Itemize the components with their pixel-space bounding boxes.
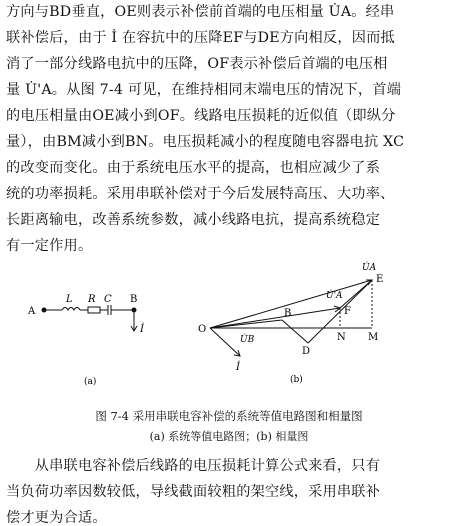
label-b: B	[130, 294, 138, 305]
text-line: 有一定作用。	[6, 238, 93, 254]
label-ub: U̇B	[240, 335, 255, 345]
text-line: 联补偿后，由于 İ 在容抗中的压降EF与DE方向相反，因而抵	[6, 30, 395, 46]
figure-caption: 图 7-4 采用串联电容补偿的系统等值电路图和相量图	[95, 409, 363, 423]
text-line: 量 U̇'A。从图 7-4 可见，在维持相同末端电压的情况下，首端	[6, 82, 402, 98]
text-line: 的改变而变化。由于系统电压水平的提高，也相应减少了系	[6, 160, 381, 176]
label-d: D	[302, 346, 311, 357]
text-line: 方向与BD垂直，OE则表示补偿前首端的电压相量 U̇A。经串	[6, 4, 395, 20]
text-line: 统的功率损耗。采用串联补偿对于今后发展特高压、大功率、	[6, 186, 395, 202]
label-i2: İ	[236, 362, 240, 373]
text-line: 当负荷功率因数较低，导线截面较粗的架空线，采用串联补	[6, 484, 381, 500]
label-i: İ	[140, 324, 144, 335]
label-m: M	[368, 332, 379, 343]
text-line: 量），由BM减小到BN。电压损耗减小的程度随电容器电抗 XC	[6, 134, 405, 150]
text-line: 长距离输电，改善系统参数，减小线路电抗，提高系统稳定	[6, 212, 381, 228]
label-b2: B	[284, 308, 292, 319]
circuit-diagram	[42, 305, 137, 331]
label-r: R	[88, 294, 96, 305]
resistor-symbol	[88, 307, 100, 313]
label-uap: U̇'A	[326, 291, 343, 301]
text-line: 从串联电容补偿后线路的电压损耗计算公式来看，只有	[6, 458, 381, 474]
text-line: 偿才更为合适。	[6, 510, 107, 526]
text-line: 消了一部分线路电抗中的压降，OF表示补偿后首端的电压相	[6, 56, 388, 72]
label-c: C	[104, 294, 112, 305]
phasor-uap	[210, 308, 340, 328]
label-l: L	[66, 294, 73, 305]
figure-subcaption: (a) 系统等值电路图；(b) 相量图	[149, 430, 309, 443]
label-e: E	[376, 274, 384, 285]
segment-bd	[282, 320, 308, 343]
node-b	[132, 308, 136, 312]
label-a: A	[28, 306, 36, 317]
text-line: 的电压相量由OE减小到OF。线路电压损耗的近似值（即纵分	[6, 108, 396, 124]
phasor-i	[210, 328, 240, 356]
label-o: O	[198, 324, 207, 335]
sub-label-b: (b)	[290, 375, 303, 385]
node-a	[42, 308, 46, 312]
inductor-symbol	[62, 308, 80, 311]
segment-ef	[340, 280, 372, 308]
figure-7-4	[0, 258, 458, 398]
label-ua: U̇A	[362, 263, 377, 273]
label-n: N	[337, 332, 346, 343]
label-f: F	[344, 306, 351, 317]
phasor-ub	[210, 320, 282, 328]
sub-label-a: (a)	[84, 377, 97, 387]
